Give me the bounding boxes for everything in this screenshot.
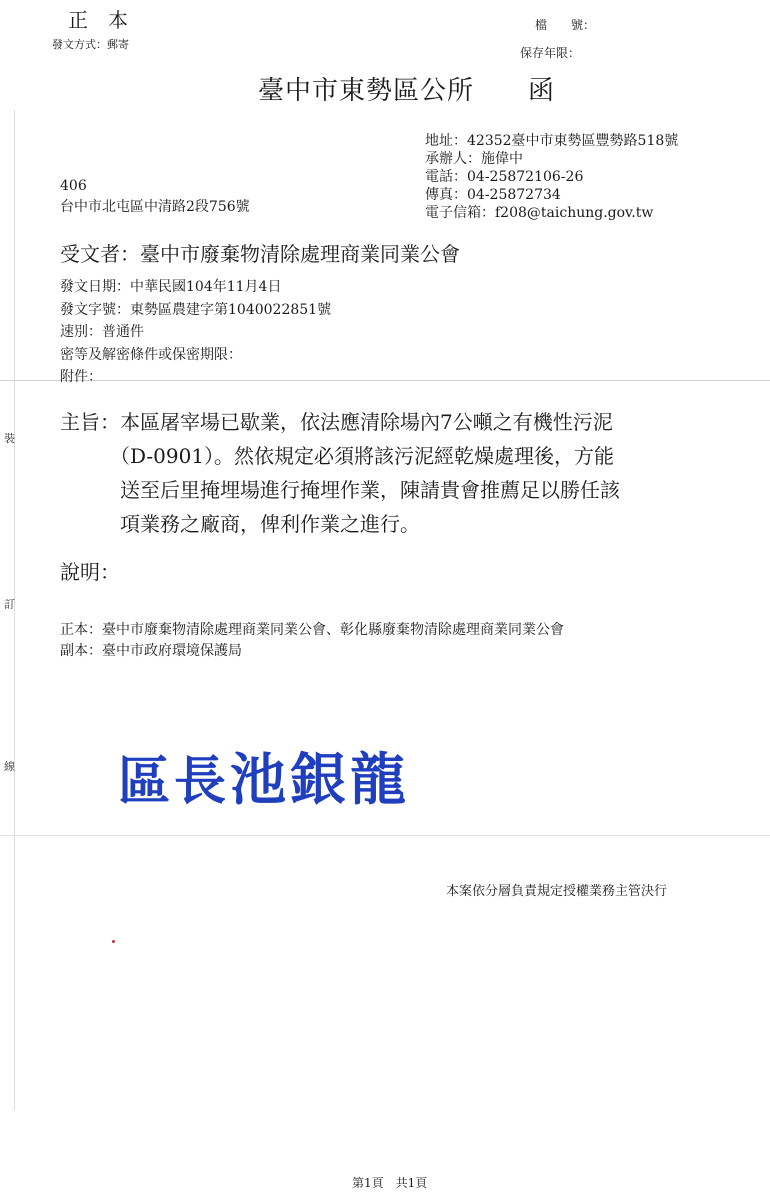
subject-line: 主旨：本區屠宰場已歇業，依法應清除場內7公噸之有機性污泥 [60, 410, 613, 434]
sender-fax: 傳真：04-25872734 [425, 187, 561, 203]
original-recipients: 正本：臺中市廢棄物清除處理商業同業公會、彰化縣廢棄物清除處理商業同業公會 [60, 622, 564, 638]
subject-line: （D-0901）。然依規定必須將該污泥經乾燥處理後，方能 [60, 444, 615, 468]
copy-recipients: 副本：臺中市政府環境保護局 [60, 643, 242, 659]
sender-email: 電子信箱：f208@taichung.gov.tw [425, 205, 654, 221]
signature-stamp [118, 740, 410, 822]
binding-mark: 裝 [4, 432, 15, 445]
sender-info [425, 132, 678, 222]
distribution [60, 620, 564, 662]
document-meta [60, 276, 331, 389]
subject [60, 405, 770, 541]
subject-line: 項業務之廠商，俾利作業之進行。 [60, 512, 420, 536]
page-number: 第1頁 共1頁 [352, 1176, 428, 1190]
send-method: 發文方式：郵寄 [52, 38, 129, 51]
sender-address: 地址：42352臺中市東勢區豐勢路518號 [425, 133, 679, 149]
secrecy-level: 密等及解密條件或保密期限： [60, 346, 242, 363]
document-title: 臺中市東勢區公所 函 [258, 76, 556, 106]
sender-handler: 承辦人：施偉中 [425, 151, 523, 167]
stamp-title: 區長 [118, 751, 231, 812]
authorization-note: 本案依分層負責規定授權業務主管決行 [446, 884, 668, 899]
recipient-zip: 406 [60, 178, 87, 194]
binding-mark: 線 [4, 760, 15, 773]
retention-period-label: 保存年限： [520, 46, 581, 60]
file-number-label: 檔 號： [535, 18, 596, 32]
subject-line: 送至后里掩埋場進行掩埋作業，陳請貴會推薦足以勝任該 [60, 478, 620, 502]
issue-date: 發文日期：中華民國104年11月4日 [60, 279, 282, 295]
document-number: 發文字號：東勢區農建字第1040022851號 [60, 301, 332, 318]
scan-divider [0, 835, 770, 836]
scan-speck [112, 940, 115, 943]
recipient-street: 台中市北屯區中清路2段756號 [60, 199, 250, 215]
explanation-label: 說明： [60, 560, 120, 584]
delivery-speed: 速別：普通件 [60, 324, 144, 340]
stamp-name: 池銀龍 [230, 747, 411, 813]
binding-mark: 訂 [4, 598, 15, 611]
recipient: 受文者：臺中市廢棄物清除處理商業同業公會 [60, 242, 460, 266]
attachment: 附件： [60, 369, 102, 385]
copy-mark: 正 本 [68, 8, 128, 32]
sender-phone: 電話：04-25872106-26 [425, 169, 584, 185]
